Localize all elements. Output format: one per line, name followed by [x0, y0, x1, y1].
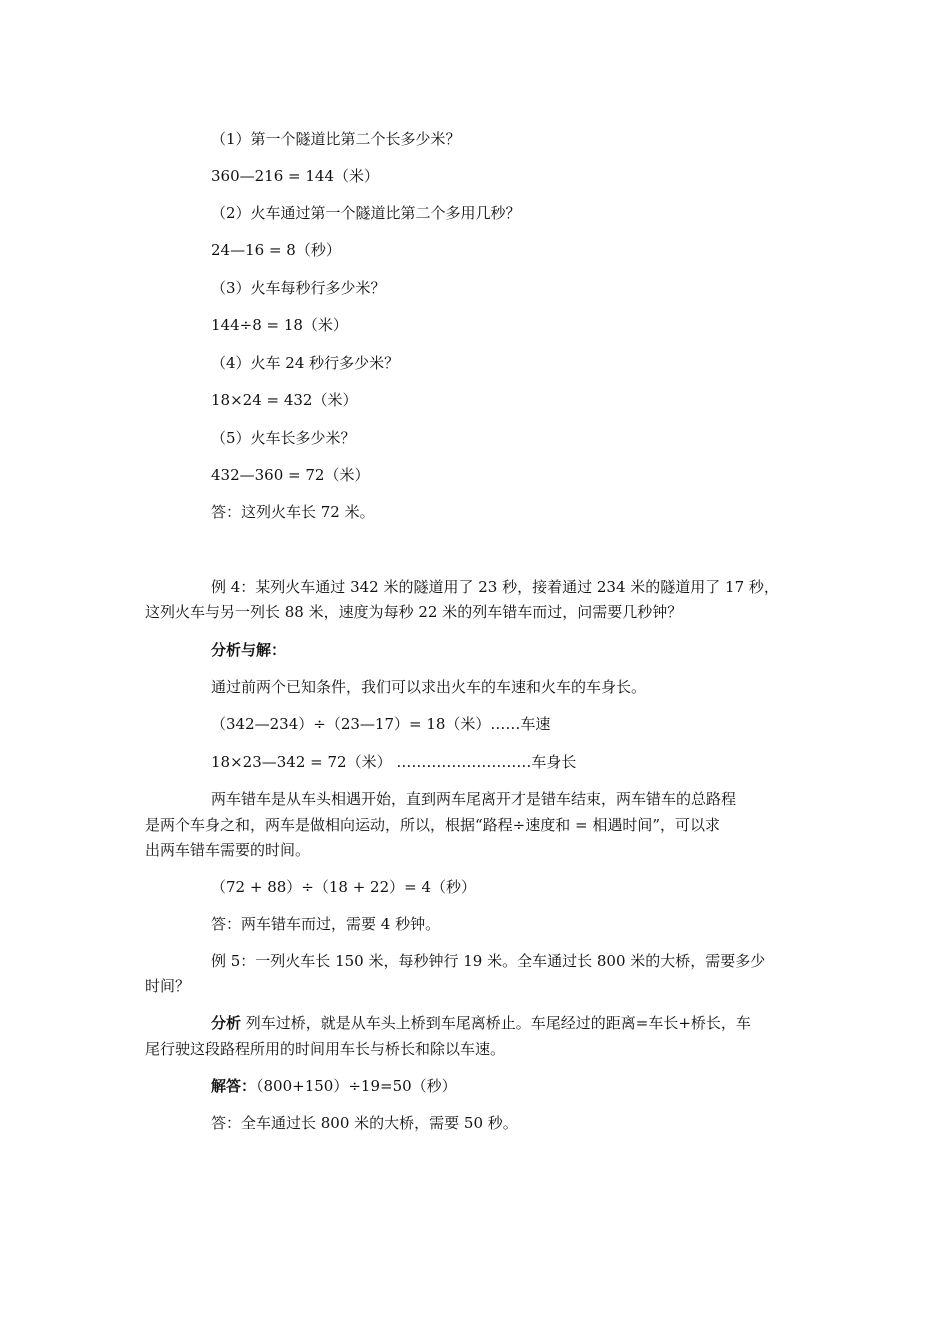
answer-4: 18×24 = 432（米） [211, 391, 358, 409]
answer-1: 360—216 = 144（米） [211, 167, 379, 185]
example-4-calc-length: 18×23—342 = 72（米） ………………………车身长 [211, 753, 577, 771]
analysis-label: 分析 [211, 1014, 242, 1032]
analysis-heading: 分析与解： [211, 641, 287, 659]
analysis-text: 列车过桥，就是从车头上桥到车尾离桥止。车尾经过的距离=车长+桥长，车 [241, 1014, 751, 1032]
question-2: （2）火车通过第一个隧道比第二个多用几秒？ [211, 204, 521, 222]
solution-text: （800+150）÷19=50（秒） [256, 1077, 457, 1095]
example-4-intro: 通过前两个已知条件，我们可以求出火车的车速和火车的车身长。 [211, 678, 647, 696]
example-4-explain-line-2: 是两个车身之和，两车是做相向运动，所以，根据“路程÷速度和 = 相遇时间”，可以求 [145, 816, 721, 834]
example-4-explain-line-3: 出两车错车需要的时间。 [145, 841, 311, 859]
solution-label: 解答： [211, 1077, 257, 1095]
answer-3: 144÷8 = 18（米） [211, 316, 348, 334]
answer-2: 24—16 = 8（秒） [211, 241, 341, 259]
example-5-answer: 答：全车通过长 800 米的大桥，需要 50 秒。 [211, 1114, 518, 1132]
question-3: （3）火车每秒行多少米？ [211, 279, 386, 297]
example-5-solution [211, 1076, 457, 1096]
final-answer-3: 答：这列火车长 72 米。 [211, 503, 375, 521]
question-4: （4）火车 24 秒行多少米？ [211, 354, 400, 372]
example-5-analysis-line-2: 尾行驶这段路程所用的时间用车长与桥长和除以车速。 [145, 1040, 506, 1058]
example-5-problem-line-1: 例 5：一列火车长 150 米，每秒钟行 19 米。全车通过长 800 米的大桥，需要多少 [211, 952, 766, 970]
example-4-problem-line-2: 这列火车与另一列长 88 米，速度为每秒 22 米的列车错车而过，问需要几秒钟？ [145, 603, 683, 621]
answer-5: 432—360 = 72（米） [211, 466, 370, 484]
question-1: （1）第一个隧道比第二个长多少米？ [211, 130, 461, 148]
example-4-answer: 答：两车错车而过，需要 4 秒钟。 [211, 915, 441, 933]
example-5-problem-line-2: 时间？ [145, 977, 191, 995]
example-4-calc-speed: （342—234）÷（23—17）= 18（米）……车速 [211, 715, 551, 733]
question-5: （5）火车长多少米？ [211, 429, 356, 447]
example-4-calc-time: （72 + 88）÷（18 + 22）= 4（秒） [211, 878, 477, 896]
example-4-problem-line-1: 例 4：某列火车通过 342 米的隧道用了 23 秒，接着通过 234 米的隧道用了 17 秒， [211, 578, 779, 596]
example-4-explain-line-1: 两车错车是从车头相遇开始，直到两车尾离开才是错车结束，两车错车的总路程 [211, 790, 737, 808]
example-5-analysis-line-1 [211, 1013, 751, 1033]
